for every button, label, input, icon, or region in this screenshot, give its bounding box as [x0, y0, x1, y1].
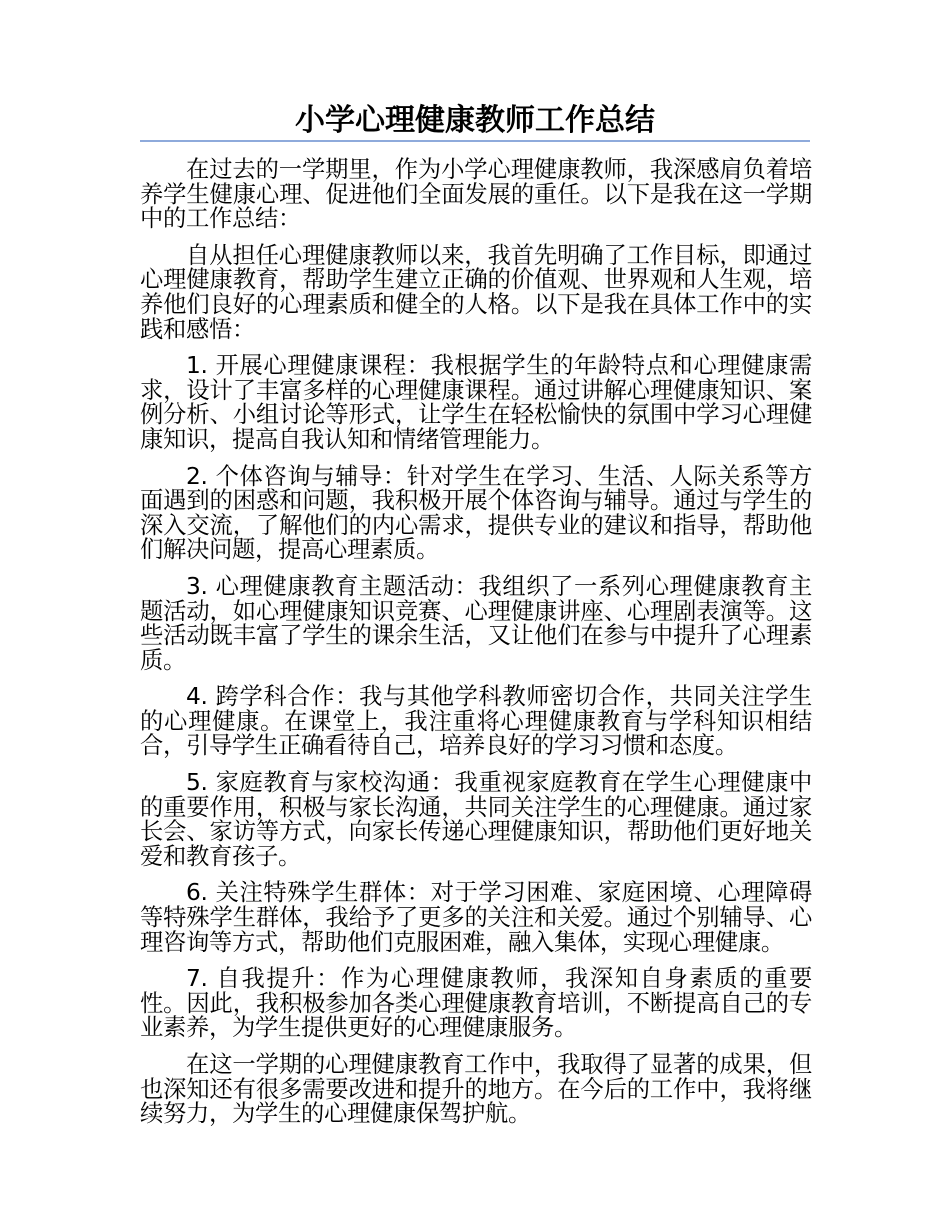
- paragraph-item-3: 3. 心理健康教育主题活动：我组织了一系列心理健康教育主题活动，如心理健康知识竞赛、心理健康讲座、心理剧表演等。这些活动既丰富了学生的课余生活，又让他们在参与中提升了心理素质。: [140, 572, 812, 674]
- paragraph-item-5: 5. 家庭教育与家校沟通：我重视家庭教育在学生心理健康中的重要作用，积极与家长沟通，共同关注学生的心理健康。通过家长会、家访等方式，向家长传递心理健康知识，帮助他们更好地关爱和教育孩子。: [140, 769, 812, 870]
- paragraph-item-1: 1. 开展心理健康课程：我根据学生的年龄特点和心理健康需求，设计了丰富多样的心理健康课程。通过讲解心理健康知识、案例分析、小组讨论等形式，让学生在轻松愉快的氛围中学习心理健康知识，提高自我认知和情绪管理能力。: [140, 352, 812, 453]
- paragraph-item-4: 4. 跨学科合作：我与其他学科教师密切合作，共同关注学生的心理健康。在课堂上，我注重将心理健康教育与学科知识相结合，引导学生正确看待自己，培养良好的学习习惯和态度。: [140, 683, 812, 760]
- paragraph-intro: 在过去的一学期里，作为小学心理健康教师，我深感肩负着培养学生健康心理、促进他们全面发展的重任。以下是我在这一学期中的工作总结：: [140, 156, 812, 233]
- paragraph-item-2: 2. 个体咨询与辅导：针对学生在学习、生活、人际关系等方面遇到的困惑和问题，我积极开展个体咨询与辅导。通过与学生的深入交流，了解他们的内心需求，提供专业的建议和指导，帮助他们解决问题，提高心理素质。: [140, 462, 812, 564]
- paragraph-item-7: 7. 自我提升：作为心理健康教师，我深知自身素质的重要性。因此，我积极参加各类心理健康教育培训，不断提高自己的专业素养，为学生提供更好的心理健康服务。: [140, 965, 812, 1042]
- document-body: [140, 158, 812, 1139]
- paragraph-goals: 自从担任心理健康教师以来，我首先明确了工作目标，即通过心理健康教育，帮助学生建立正确的价值观、世界观和人生观，培养他们良好的心理素质和健全的人格。以下是我在具体工作中的实践和感悟：: [140, 241, 812, 343]
- page-title: 小学心理健康教师工作总结: [295, 103, 655, 138]
- paragraph-conclusion: 在这一学期的心理健康教育工作中，我取得了显著的成果，但也深知还有很多需要改进和提升的地方。在今后的工作中，我将继续努力，为学生的心理健康保驾护航。: [140, 1051, 812, 1128]
- paragraph-item-6: 6. 关注特殊学生群体：对于学习困难、家庭困境、心理障碍等特殊学生群体，我给予了更多的关注和关爱。通过个别辅导、心理咨询等方式，帮助他们克服困难，融入集体，实现心理健康。: [140, 879, 812, 956]
- title-underline: [140, 140, 810, 142]
